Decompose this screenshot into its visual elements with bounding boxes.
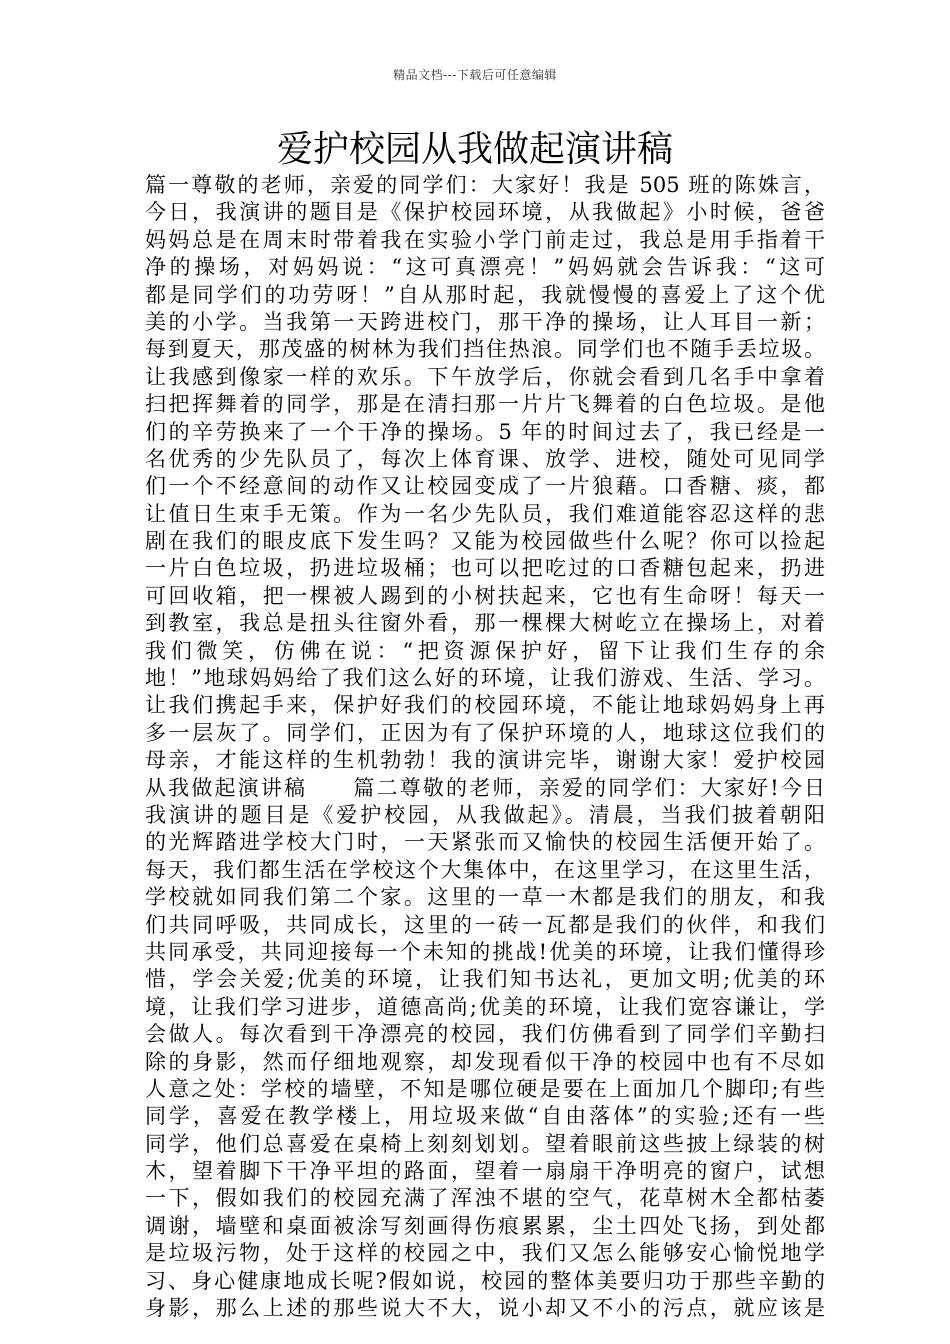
body-line: 都是同学们的功劳呀！”自从那时起，我就慢慢的喜爱上了这个优 <box>145 282 825 307</box>
body-line: 木，望着脚下干净平坦的路面，望着一扇扇干净明亮的窗户，试想 <box>145 1159 825 1184</box>
body-line: 除的身影，然而仔细地观察，却发现看似干净的校园中也有不尽如 <box>145 1049 825 1074</box>
body-line: 我演讲的题目是《爱护校园，从我做起》。清晨，当我们披着朝阳 <box>145 802 825 827</box>
body-line: 今日，我演讲的题目是《保护校园环境，从我做起》小时候，爸爸 <box>145 200 825 225</box>
body-line: 们一个不经意间的动作又让校园变成了一片狼藉。口香糖、痰，都 <box>145 474 825 499</box>
body-line: 习、身心健康地成长呢?假如说，校园的整体美要归功于那些辛勤的 <box>145 1268 825 1293</box>
body-line: 可回收箱，把一棵被人踢到的小树扶起来，它也有生命呀！每天一 <box>145 583 825 608</box>
body-line: 从我做起演讲稿 篇二尊敬的老师，亲爱的同学们：大家好!今日 <box>145 775 825 800</box>
body-line: 们共同呼吸，共同成长，这里的一砖一瓦都是我们的伙伴，和我们 <box>145 912 825 937</box>
body-line: 会做人。每次看到干净漂亮的校园，我们仿佛看到了同学们辛勤扫 <box>145 1022 825 1047</box>
body-line: 我们微笑，仿佛在说：“把资源保护好，留下让我们生存的余 <box>145 638 825 663</box>
body-line: 让我感到像家一样的欢乐。下午放学后，你就会看到几名手中拿着 <box>145 364 825 389</box>
body-line: 让我们携起手来，保护好我们的校园环境，不能让地球妈妈身上再 <box>145 693 825 718</box>
body-line: 是垃圾污物，处于这样的校园之中，我们又怎么能够安心愉悦地学 <box>145 1241 825 1266</box>
body-line: 身影，那么上述的那些说大不大，说小却又不小的污点，就应该是 <box>145 1296 825 1321</box>
page-title: 爱护校园从我做起演讲稿 <box>276 129 673 170</box>
body-line: 们的辛劳换来了一个干净的操场。5 年的时间过去了，我已经是一 <box>145 419 825 444</box>
body-line: 同学，他们总喜爱在桌椅上刻刻划划。望着眼前这些披上绿装的树 <box>145 1131 825 1156</box>
body-line: 一片白色垃圾，扔进垃圾桶；也可以把吃过的口香糖包起来，扔进 <box>145 556 825 581</box>
speech-body <box>145 172 825 1322</box>
body-line: 惜，学会关爱;优美的环境，让我们知书达礼，更加文明;优美的环 <box>145 967 825 992</box>
body-line: 境，让我们学习进步，道德高尚;优美的环境，让我们宽容谦让，学 <box>145 994 825 1019</box>
body-line: 名优秀的少先队员了，每次上体育课、放学、进校，随处可见同学 <box>145 446 825 471</box>
body-line: 每天，我们都生活在学校这个大集体中，在这里学习，在这里生活， <box>145 857 825 882</box>
body-line: 到教室，我总是扭头往窗外看，那一棵棵大树屹立在操场上，对着 <box>145 611 825 636</box>
body-line: 一下，假如我们的校园充满了浑浊不堪的空气，花草树木全都枯萎 <box>145 1186 825 1211</box>
body-line: 学校就如同我们第二个家。这里的一草一木都是我们的朋友，和我 <box>145 885 825 910</box>
body-line: 多一层灰了。同学们，正因为有了保护环境的人，地球这位我们的 <box>145 720 825 745</box>
body-line: 扫把挥舞着的同学，那是在清扫那一片片飞舞着的白色垃圾。是他 <box>145 392 825 417</box>
body-line: 净的操场，对妈妈说：“这可真漂亮！”妈妈就会告诉我：“这可 <box>145 255 825 280</box>
body-line: 让值日生束手无策。作为一名少先队员，我们难道能容忍这样的悲 <box>145 501 825 526</box>
body-line: 妈妈总是在周末时带着我在实验小学门前走过，我总是用手指着干 <box>145 227 825 252</box>
body-line: 地！”地球妈妈给了我们这么好的环境，让我们游戏、生活、学习。 <box>145 666 825 691</box>
body-line: 篇一尊敬的老师，亲爱的同学们：大家好！我是 505 班的陈姝言， <box>145 173 825 197</box>
body-line: 同学，喜爱在教学楼上，用垃圾来做“自由落体”的实验;还有一些 <box>145 1104 825 1129</box>
body-line: 的光辉踏进学校大门时，一天紧张而又愉快的校园生活便开始了。 <box>145 830 825 855</box>
body-line: 母亲，才能这样的生机勃勃！我的演讲完毕，谢谢大家！爱护校园 <box>145 748 825 773</box>
body-line: 共同承受，共同迎接每一个未知的挑战!优美的环境，让我们懂得珍 <box>145 939 825 964</box>
body-line: 剧在我们的眼皮底下发生吗？又能为校园做些什么呢？你可以捡起 <box>145 529 825 554</box>
body-line: 美的小学。当我第一天跨进校门，那干净的操场，让人耳目一新； <box>145 309 825 334</box>
body-line: 每到夏天，那茂盛的树林为我们挡住热浪。同学们也不随手丢垃圾。 <box>145 337 825 362</box>
page-header-note: 精品文档---下载后可任意编辑 <box>393 68 557 82</box>
body-line: 调谢，墙壁和桌面被涂写刻画得伤痕累累，尘土四处飞扬，到处都 <box>145 1213 825 1238</box>
body-line: 人意之处：学校的墙壁，不知是哪位硬是要在上面加几个脚印;有些 <box>145 1076 825 1101</box>
